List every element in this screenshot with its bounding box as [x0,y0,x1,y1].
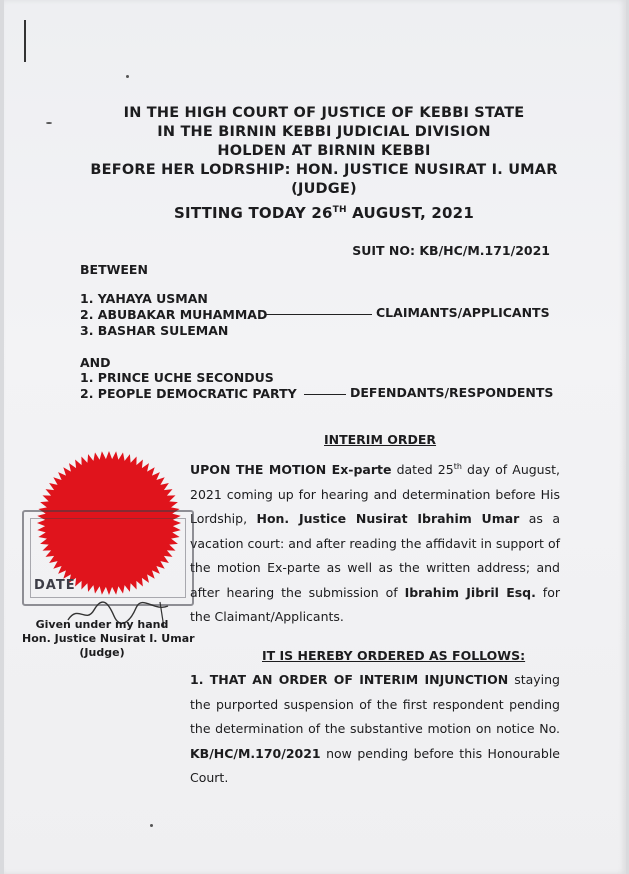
sitting-post: AUGUST, 2021 [346,204,474,222]
given-under-hand [22,618,195,660]
document-page [4,0,626,874]
speck [150,824,153,827]
ordered-title: IT IS HEREBY ORDERED AS FOLLOWS: [262,648,526,663]
speck [126,75,129,78]
claimant-2: 2. ABUBAKAR MUHAMMAD [80,307,268,322]
margin-mark [24,20,26,62]
between-label: BETWEEN [80,262,148,277]
defendants-role [304,385,553,400]
given-line-1: Given under my hand [35,618,169,631]
motion-paragraph [190,455,560,630]
claimant-1: 1. YAHAYA USMAN [80,291,208,306]
defendants-list [80,370,297,402]
motion-judge: Hon. Justice Nusirat Ibrahim Umar [256,511,520,527]
suit-number: SUIT NO: KB/HC/M.171/2021 [352,243,550,258]
motion-text-1: day of August, 2021 coming up for hearing and determination before His Lordship, [190,462,560,527]
court-line-3: HOLDEN AT BIRNIN KEBBI [217,143,431,159]
and-label: AND [80,355,111,370]
court-line-5: (JUDGE) [291,181,357,197]
underline-rule [304,394,346,395]
underline-rule [266,314,372,315]
defendant-1: 1. PRINCE UCHE SECONDUS [80,370,274,385]
order-1-paragraph [190,668,560,791]
motion-text-2: as a vacation court: and after reading the affidavit in support of the motion Ex-parte as well as the written address; and after hearing the submission of [190,511,560,600]
sitting-sup: TH [332,205,347,215]
stamp-date-label: DATE [34,578,76,593]
motion-dated-sup: th [453,462,462,471]
court-header [44,104,604,223]
order-1-text-2: now pending before this Honourable Court. [190,745,560,785]
court-line-4: BEFORE HER LODRSHIP: HON. JUSTICE NUSIRAT I. UMAR [90,162,558,178]
sitting-pre: SITTING TODAY 26 [174,204,333,222]
claimant-3: 3. BASHAR SULEMAN [80,323,229,338]
court-stamp [22,510,194,606]
defendants-role-label: DEFENDANTS/RESPONDENTS [350,385,554,400]
court-line-2: IN THE BIRNIN KEBBI JUDICIAL DIVISION [157,124,491,140]
motion-dated: dated 25 [391,462,454,478]
order-1-text-1: staying the purported suspension of the first respondent pending the determination of the substantive motion on notice No. [190,672,560,736]
order-1-lead: 1. THAT AN ORDER OF INTERIM INJUNCTION [190,672,509,687]
sitting-date [44,201,604,223]
claimants-list [80,291,267,339]
court-line-1: IN THE HIGH COURT OF JUSTICE OF KEBBI STATE [123,105,525,121]
order-1-motion-no: KB/HC/M.170/2021 [190,745,321,761]
defendant-2: 2. PEOPLE DEMOCRATIC PARTY [80,386,297,401]
given-line-2: Hon. Justice Nusirat I. Umar [22,632,195,645]
given-line-3: (Judge) [79,646,125,659]
motion-text-3: for the Claimant/Applicants. [190,584,560,625]
claimants-role-label: CLAIMANTS/APPLICANTS [376,305,550,320]
motion-counsel: Ibrahim Jibril Esq. [404,584,536,600]
claimants-role [266,305,550,320]
interim-order-title: INTERIM ORDER [324,432,437,447]
motion-lead: UPON THE MOTION Ex-parte [190,462,392,478]
